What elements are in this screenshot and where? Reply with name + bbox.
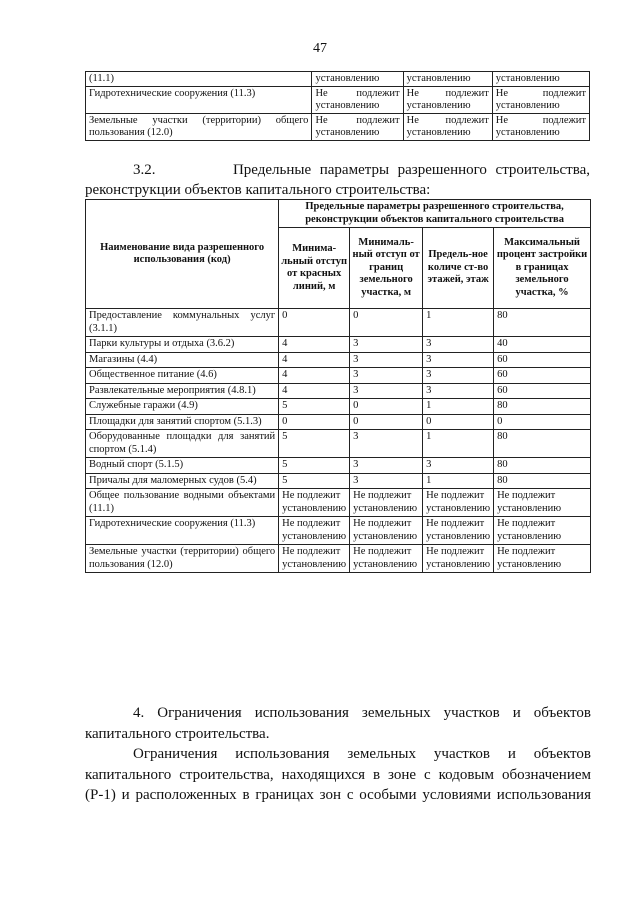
table-row xyxy=(86,352,591,368)
section-4-para-line3: (Р-1) и расположенных в границах зон с особыми условиями использования xyxy=(85,787,591,803)
row-name: Развлекательные мероприятия (4.8.1) xyxy=(86,383,279,399)
row-value: 5 xyxy=(279,458,350,474)
row-value: Не подлежит установлению xyxy=(350,517,423,545)
table-row xyxy=(86,473,591,489)
table-cell: Не подлежит установлению xyxy=(403,87,492,114)
row-value: 0 xyxy=(350,399,423,415)
row-value: 60 xyxy=(494,368,591,384)
header-col: Предель-ное количе ст-во этажей, этаж xyxy=(423,228,494,309)
table-row xyxy=(86,414,591,430)
row-value: 3 xyxy=(350,352,423,368)
row-name: Магазины (4.4) xyxy=(86,352,279,368)
row-value: 3 xyxy=(423,458,494,474)
row-value: Не подлежит установлению xyxy=(423,489,494,517)
row-value: 80 xyxy=(494,309,591,337)
row-value: 80 xyxy=(494,473,591,489)
table-row xyxy=(86,309,591,337)
table-row xyxy=(86,489,591,517)
row-value: Не подлежит установлению xyxy=(494,489,591,517)
row-value: 3 xyxy=(423,383,494,399)
row-value: 40 xyxy=(494,337,591,353)
table-row xyxy=(86,87,590,114)
table-row xyxy=(86,114,590,141)
continuation-table xyxy=(85,71,590,141)
row-value: 3 xyxy=(350,383,423,399)
table-cell: установлению xyxy=(312,72,403,87)
row-value: 0 xyxy=(494,414,591,430)
row-value: Не подлежит установлению xyxy=(279,545,350,573)
row-value: 4 xyxy=(279,368,350,384)
row-value: Не подлежит установлению xyxy=(350,489,423,517)
row-value: Не подлежит установлению xyxy=(423,545,494,573)
row-value: 5 xyxy=(279,473,350,489)
row-value: 5 xyxy=(279,399,350,415)
row-value: 5 xyxy=(279,430,350,458)
table-cell: Не подлежит установлению xyxy=(312,87,403,114)
header-col: Минималь-ный отступ от границ земельного участка, м xyxy=(350,228,423,309)
table-row xyxy=(86,517,591,545)
header-group: Предельные параметры разрешенного строительства, реконструкции объектов капитального строительства xyxy=(279,200,591,228)
table-row xyxy=(86,430,591,458)
row-value: 1 xyxy=(423,430,494,458)
row-value: 1 xyxy=(423,399,494,415)
table-row xyxy=(86,545,591,573)
row-value: 80 xyxy=(494,458,591,474)
row-name: Оборудованные площадки для занятий спортом (5.1.4) xyxy=(86,430,279,458)
row-name: Гидротехнические сооружения (11.3) xyxy=(86,517,279,545)
row-name: Служебные гаражи (4.9) xyxy=(86,399,279,415)
table-row xyxy=(86,72,590,87)
row-value: Не подлежит установлению xyxy=(350,545,423,573)
section-3-2-heading xyxy=(85,160,590,200)
row-value: 60 xyxy=(494,352,591,368)
table-cell: Не подлежит установлению xyxy=(492,87,589,114)
row-name: Причалы для маломерных судов (5.4) xyxy=(86,473,279,489)
row-value: 0 xyxy=(279,414,350,430)
row-value: 3 xyxy=(423,337,494,353)
section-title-line2: реконструкции объектов капитального строительства: xyxy=(85,182,431,198)
section-number: 3.2. xyxy=(133,162,156,178)
table-row xyxy=(86,383,591,399)
row-value: 1 xyxy=(423,473,494,489)
table-header-row xyxy=(86,200,591,228)
header-name: Наименование вида разрешенного использования (код) xyxy=(86,200,279,309)
row-value: 3 xyxy=(423,352,494,368)
table-cell: Не подлежит установлению xyxy=(312,114,403,141)
page-number: 47 xyxy=(313,41,327,56)
row-name: Парки культуры и отдыха (3.6.2) xyxy=(86,337,279,353)
table-cell: Не подлежит установлению xyxy=(492,114,589,141)
row-name: Предоставление коммунальных услуг (3.1.1) xyxy=(86,309,279,337)
row-value: Не подлежит установлению xyxy=(423,517,494,545)
section-4-para-line1: Ограничения использования земельных участков и объектов xyxy=(133,746,591,762)
row-value: Не подлежит установлению xyxy=(279,517,350,545)
table-row xyxy=(86,399,591,415)
table-cell: Гидротехнические сооружения (11.3) xyxy=(86,87,312,114)
row-name: Водный спорт (5.1.5) xyxy=(86,458,279,474)
table-row xyxy=(86,368,591,384)
row-value: 4 xyxy=(279,352,350,368)
table-cell: установлению xyxy=(403,72,492,87)
row-value: 3 xyxy=(350,458,423,474)
row-value: 1 xyxy=(423,309,494,337)
table-cell: Не подлежит установлению xyxy=(403,114,492,141)
row-value: 0 xyxy=(350,309,423,337)
row-value: 3 xyxy=(350,337,423,353)
row-value: 0 xyxy=(423,414,494,430)
row-value: 0 xyxy=(279,309,350,337)
section-4 xyxy=(85,703,591,806)
row-name: Общественное питание (4.6) xyxy=(86,368,279,384)
row-value: Не подлежит установлению xyxy=(279,489,350,517)
row-value: 3 xyxy=(350,368,423,384)
section-4-heading: 4. Ограничения использования земельных участков и объектов капитального строительства. xyxy=(85,705,591,742)
row-value: Не подлежит установлению xyxy=(494,517,591,545)
row-value: Не подлежит установлению xyxy=(494,545,591,573)
row-value: 3 xyxy=(350,430,423,458)
table-cell: Земельные участки (территории) общего пользования (12.0) xyxy=(86,114,312,141)
row-value: 4 xyxy=(279,337,350,353)
row-value: 4 xyxy=(279,383,350,399)
header-col: Минима-льный отступ от красных линий, м xyxy=(279,228,350,309)
row-name: Общее пользование водными объектами (11.1) xyxy=(86,489,279,517)
row-value: 80 xyxy=(494,399,591,415)
header-col: Максимальный процент застройки в границах земельного участка, % xyxy=(494,228,591,309)
row-value: 80 xyxy=(494,430,591,458)
table-cell: (11.1) xyxy=(86,72,312,87)
section-4-para-line2: капитального строительства, находящихся в зоне с кодовым обозначением xyxy=(85,766,591,783)
parameters-table xyxy=(85,199,591,573)
row-value: 3 xyxy=(350,473,423,489)
row-value: 60 xyxy=(494,383,591,399)
table-cell: установлению xyxy=(492,72,589,87)
row-name: Земельные участки (территории) общего пользования (12.0) xyxy=(86,545,279,573)
row-name: Площадки для занятий спортом (5.1.3) xyxy=(86,414,279,430)
section-title-line1: Предельные параметры разрешенного строительства, xyxy=(232,162,590,178)
row-value: 3 xyxy=(423,368,494,384)
table-row xyxy=(86,458,591,474)
table-row xyxy=(86,337,591,353)
row-value: 0 xyxy=(350,414,423,430)
